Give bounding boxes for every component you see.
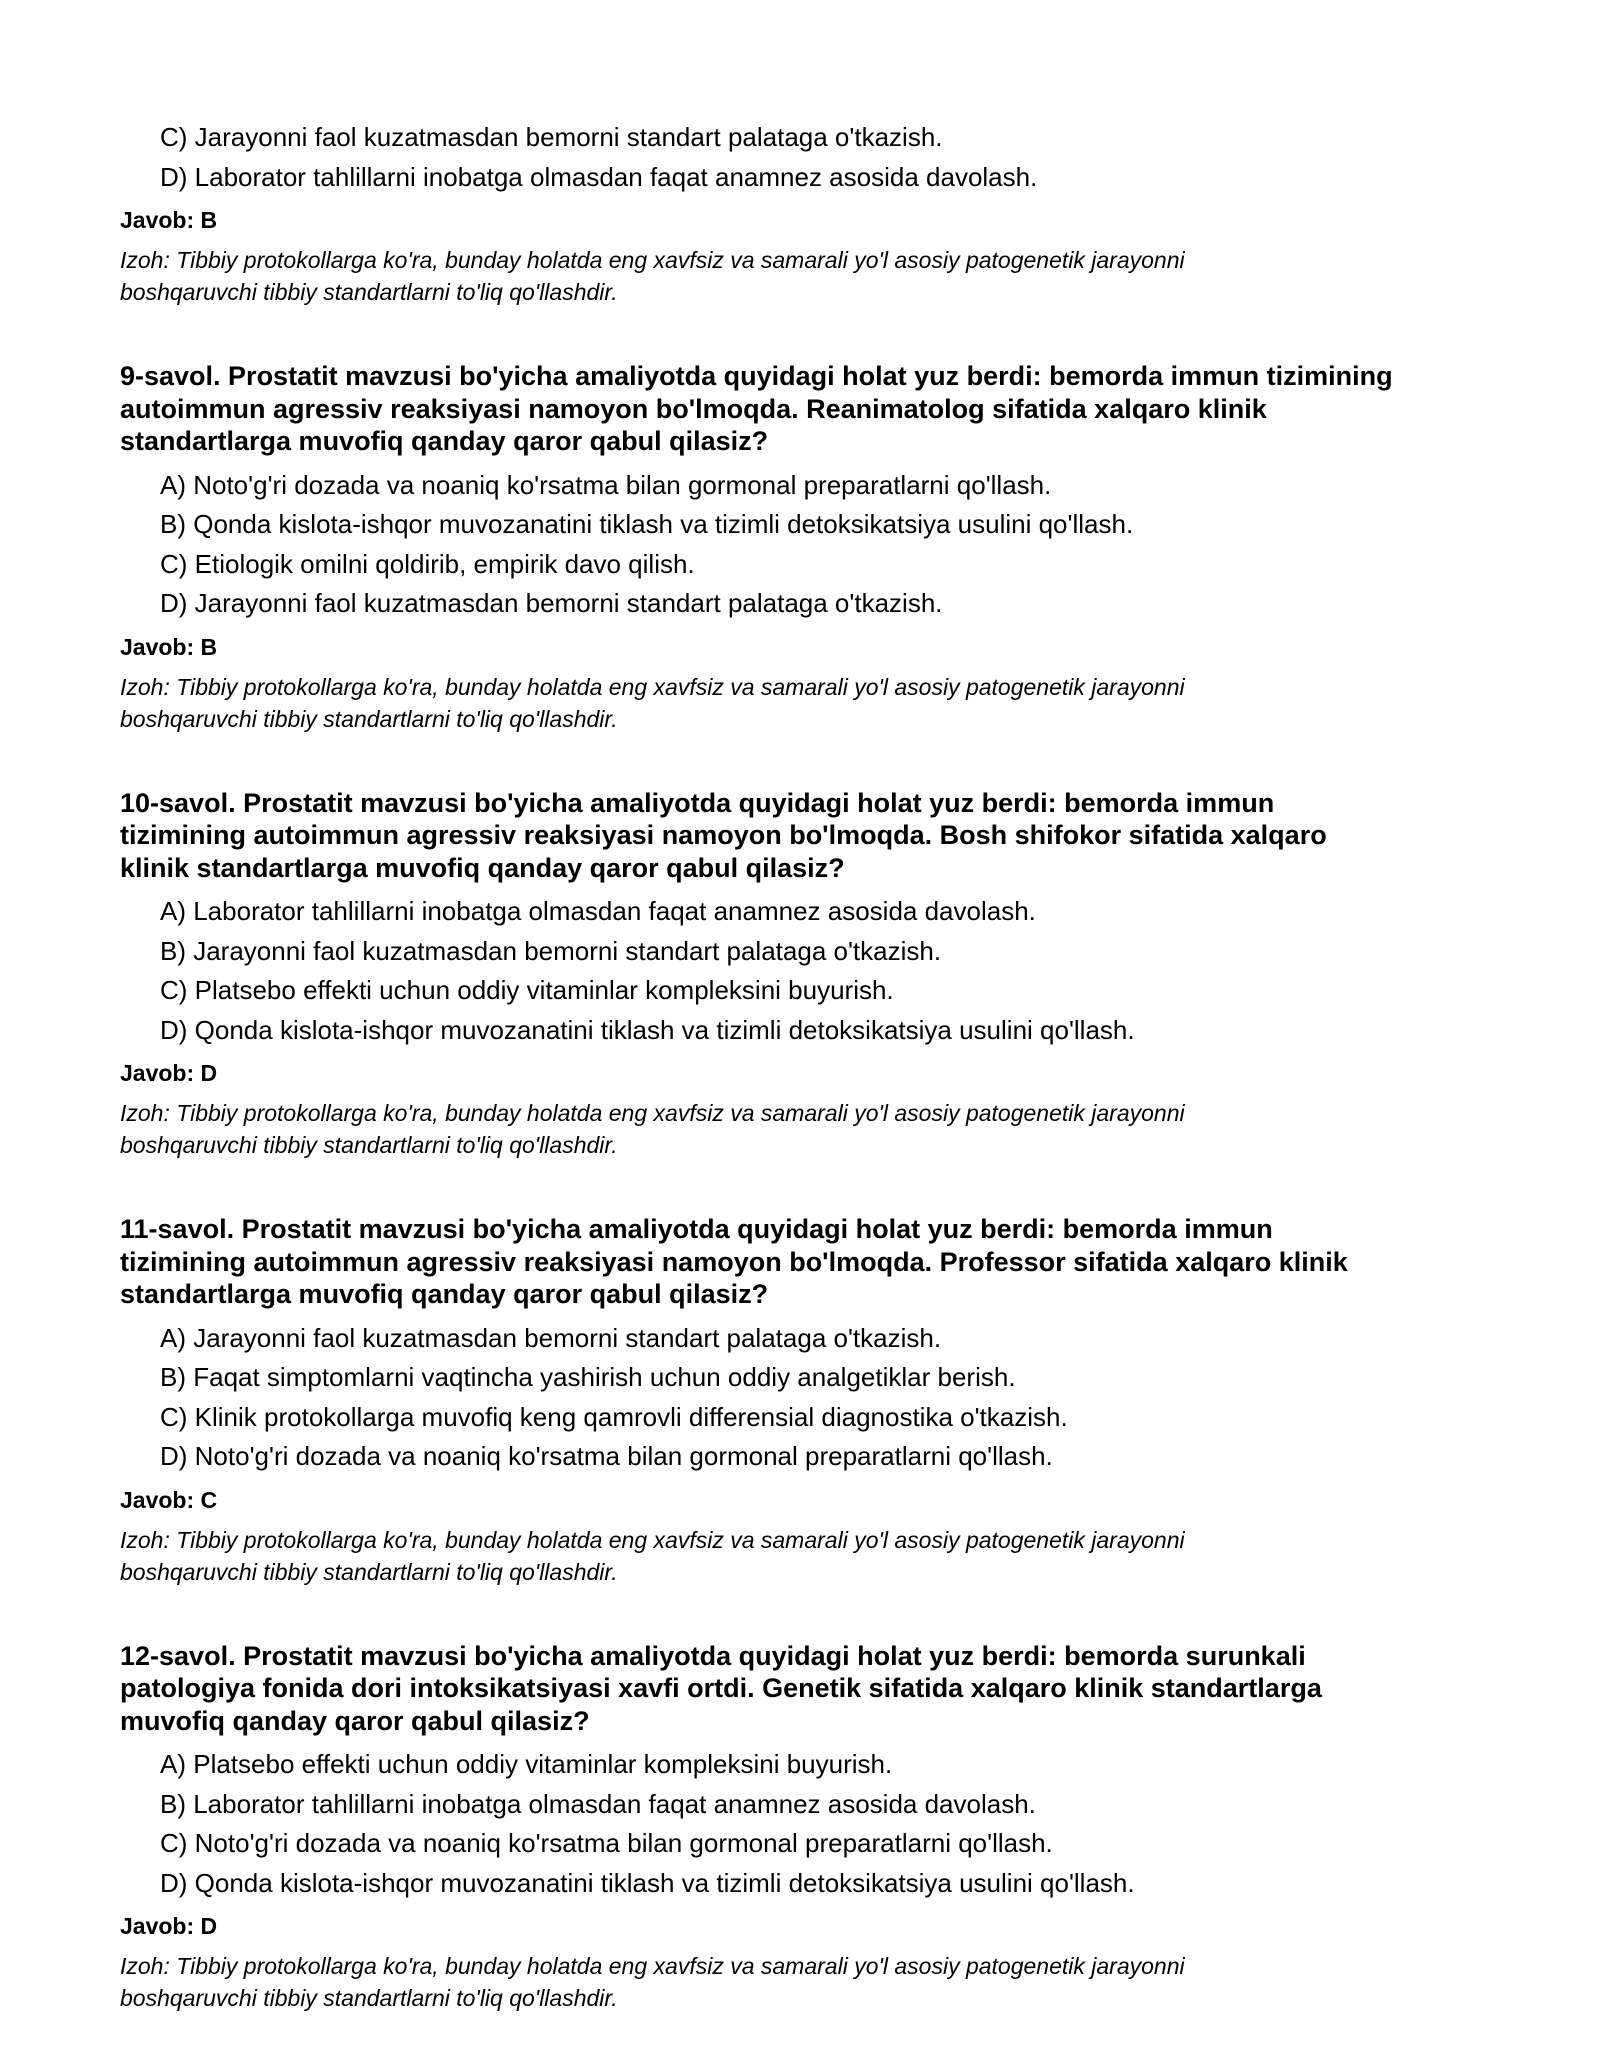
- document-page: [120, 118, 1500, 2014]
- explanation-note: [120, 1097, 1500, 1161]
- option-b: B) Jarayonni faol kuzatmasdan bemorni standart palataga o'tkazish.: [160, 935, 942, 966]
- note-line: Izoh: Tibbiy protokollarga ko'ra, bunday holatda eng xavfsiz va samarali yo'l asosiy patogenetik jarayonni: [120, 247, 1185, 273]
- question-title: [120, 360, 1500, 458]
- title-line: 12-savol. Prostatit mavzusi bo'yicha amaliyotda quyidagi holat yuz berdi: bemorda surunkali: [120, 1640, 1306, 1671]
- option-a: A) Laborator tahlillarni inobatga olmasdan faqat anamnez asosida davolash.: [160, 896, 1036, 926]
- answer: Javob: B: [120, 633, 218, 660]
- option-d: D) Laborator tahlillarni inobatga olmasdan faqat anamnez asosida davolash.: [160, 161, 1038, 192]
- explanation-note: [120, 671, 1500, 735]
- question-title: [120, 1640, 1500, 1738]
- question-12: [120, 1640, 1500, 2015]
- title-line: autoimmun agressiv reaksiyasi namoyon bo'lmoqda. Reanimatolog sifatida xalqaro klinik: [120, 393, 1267, 424]
- option-b: B) Qonda kislota-ishqor muvozanatini tiklash va tizimli detoksikatsiya usulini qo'llash.: [160, 509, 1134, 539]
- note-line: boshqaruvchi tibbiy standartlarni to'liq qo'llashdir.: [120, 1132, 618, 1158]
- answer: Javob: D: [120, 1060, 218, 1086]
- question-11: [120, 1213, 1500, 1588]
- options-list: [120, 466, 1500, 624]
- note-line: Izoh: Tibbiy protokollarga ko'ra, bunday holatda eng xavfsiz va samarali yo'l asosiy patogenetik jarayonni: [120, 673, 1185, 700]
- option-c: C) Platsebo effekti uchun oddiy vitaminlar kompleksini buyurish.: [160, 975, 894, 1005]
- question-title: [120, 787, 1500, 885]
- answer: Javob: D: [120, 1913, 218, 1939]
- option-c: C) Etiologik omilni qoldirib, empirik davo qilish.: [160, 548, 695, 579]
- note-line: boshqaruvchi tibbiy standartlarni to'liq qo'llashdir.: [120, 279, 618, 305]
- option-b: B) Laborator tahlillarni inobatga olmasdan faqat anamnez asosida davolash.: [160, 1788, 1036, 1819]
- note-line: Izoh: Tibbiy protokollarga ko'ra, bunday holatda eng xavfsiz va samarali yo'l asosiy patogenetik jarayonni: [120, 1526, 1185, 1553]
- explanation-note: [120, 1950, 1500, 2014]
- option-d: D) Jarayonni faol kuzatmasdan bemorni standart palataga o'tkazish.: [160, 588, 943, 618]
- question-9: [120, 360, 1500, 735]
- title-line: patologiya fonida dori intoksikatsiyasi xavfi ortdi. Genetik sifatida xalqaro klinik standartlarga: [120, 1673, 1322, 1703]
- option-c: C) Noto'g'ri dozada va noaniq ko'rsatma bilan gormonal preparatlarni qo'llash.: [160, 1828, 1053, 1858]
- title-line: 10-savol. Prostatit mavzusi bo'yicha amaliyotda quyidagi holat yuz berdi: bemorda immun: [120, 787, 1275, 818]
- note-line: Izoh: Tibbiy protokollarga ko'ra, bunday holatda eng xavfsiz va samarali yo'l asosiy patogenetik jarayonni: [120, 1953, 1185, 1979]
- note-line: boshqaruvchi tibbiy standartlarni to'liq qo'llashdir.: [120, 1558, 618, 1585]
- title-line: 9-savol. Prostatit mavzusi bo'yicha amaliyotda quyidagi holat yuz berdi: bemorda immun tizimining: [120, 361, 1393, 391]
- option-b: B) Faqat simptomlarni vaqtincha yashirish uchun oddiy analgetiklar berish.: [160, 1362, 1016, 1392]
- title-line: standartlarga muvofiq qanday qaror qabul qilasiz?: [120, 426, 769, 456]
- options-list: [120, 892, 1500, 1050]
- option-a: A) Platsebo effekti uchun oddiy vitaminlar kompleksini buyurish.: [160, 1749, 893, 1779]
- option-a: A) Jarayonni faol kuzatmasdan bemorni standart palataga o'tkazish.: [160, 1322, 942, 1353]
- title-line: tizimining autoimmun agressiv reaksiyasi namoyon bo'lmoqda. Professor sifatida xalqaro klinik: [120, 1246, 1348, 1277]
- explanation-note: [120, 244, 1500, 308]
- options-list: [120, 118, 1500, 197]
- note-line: Izoh: Tibbiy protokollarga ko'ra, bunday holatda eng xavfsiz va samarali yo'l asosiy patogenetik jarayonni: [120, 1100, 1185, 1126]
- title-line: muvofiq qanday qaror qabul qilasiz?: [120, 1705, 590, 1736]
- question-10: [120, 787, 1500, 1162]
- option-d: D) Qonda kislota-ishqor muvozanatini tiklash va tizimli detoksikatsiya usulini qo'llash.: [160, 1014, 1135, 1045]
- options-list: [120, 1319, 1500, 1477]
- option-d: D) Qonda kislota-ishqor muvozanatini tiklash va tizimli detoksikatsiya usulini qo'llash.: [160, 1867, 1135, 1898]
- option-d: D) Noto'g'ri dozada va noaniq ko'rsatma bilan gormonal preparatlarni qo'llash.: [160, 1441, 1053, 1471]
- option-a: A) Noto'g'ri dozada va noaniq ko'rsatma bilan gormonal preparatlarni qo'llash.: [160, 469, 1052, 500]
- question-title: [120, 1213, 1500, 1311]
- title-line: klinik standartlarga muvofiq qanday qaror qabul qilasiz?: [120, 852, 845, 883]
- option-c: C) Jarayonni faol kuzatmasdan bemorni standart palataga o'tkazish.: [160, 122, 943, 152]
- explanation-note: [120, 1524, 1500, 1588]
- note-line: boshqaruvchi tibbiy standartlarni to'liq qo'llashdir.: [120, 1985, 618, 2011]
- answer: Javob: C: [120, 1486, 218, 1513]
- option-c: C) Klinik protokollarga muvofiq keng qamrovli differensial diagnostika o'tkazish.: [160, 1401, 1068, 1432]
- title-line: standartlarga muvofiq qanday qaror qabul qilasiz?: [120, 1279, 769, 1309]
- options-list: [120, 1745, 1500, 1903]
- answer: Javob: B: [120, 207, 218, 233]
- question-continued: [120, 118, 1500, 308]
- title-line: tizimining autoimmun agressiv reaksiyasi namoyon bo'lmoqda. Bosh shifokor sifatida xalqaro: [120, 820, 1327, 850]
- title-line: 11-savol. Prostatit mavzusi bo'yicha amaliyotda quyidagi holat yuz berdi: bemorda immun: [120, 1214, 1273, 1244]
- note-line: boshqaruvchi tibbiy standartlarni to'liq qo'llashdir.: [120, 705, 618, 732]
